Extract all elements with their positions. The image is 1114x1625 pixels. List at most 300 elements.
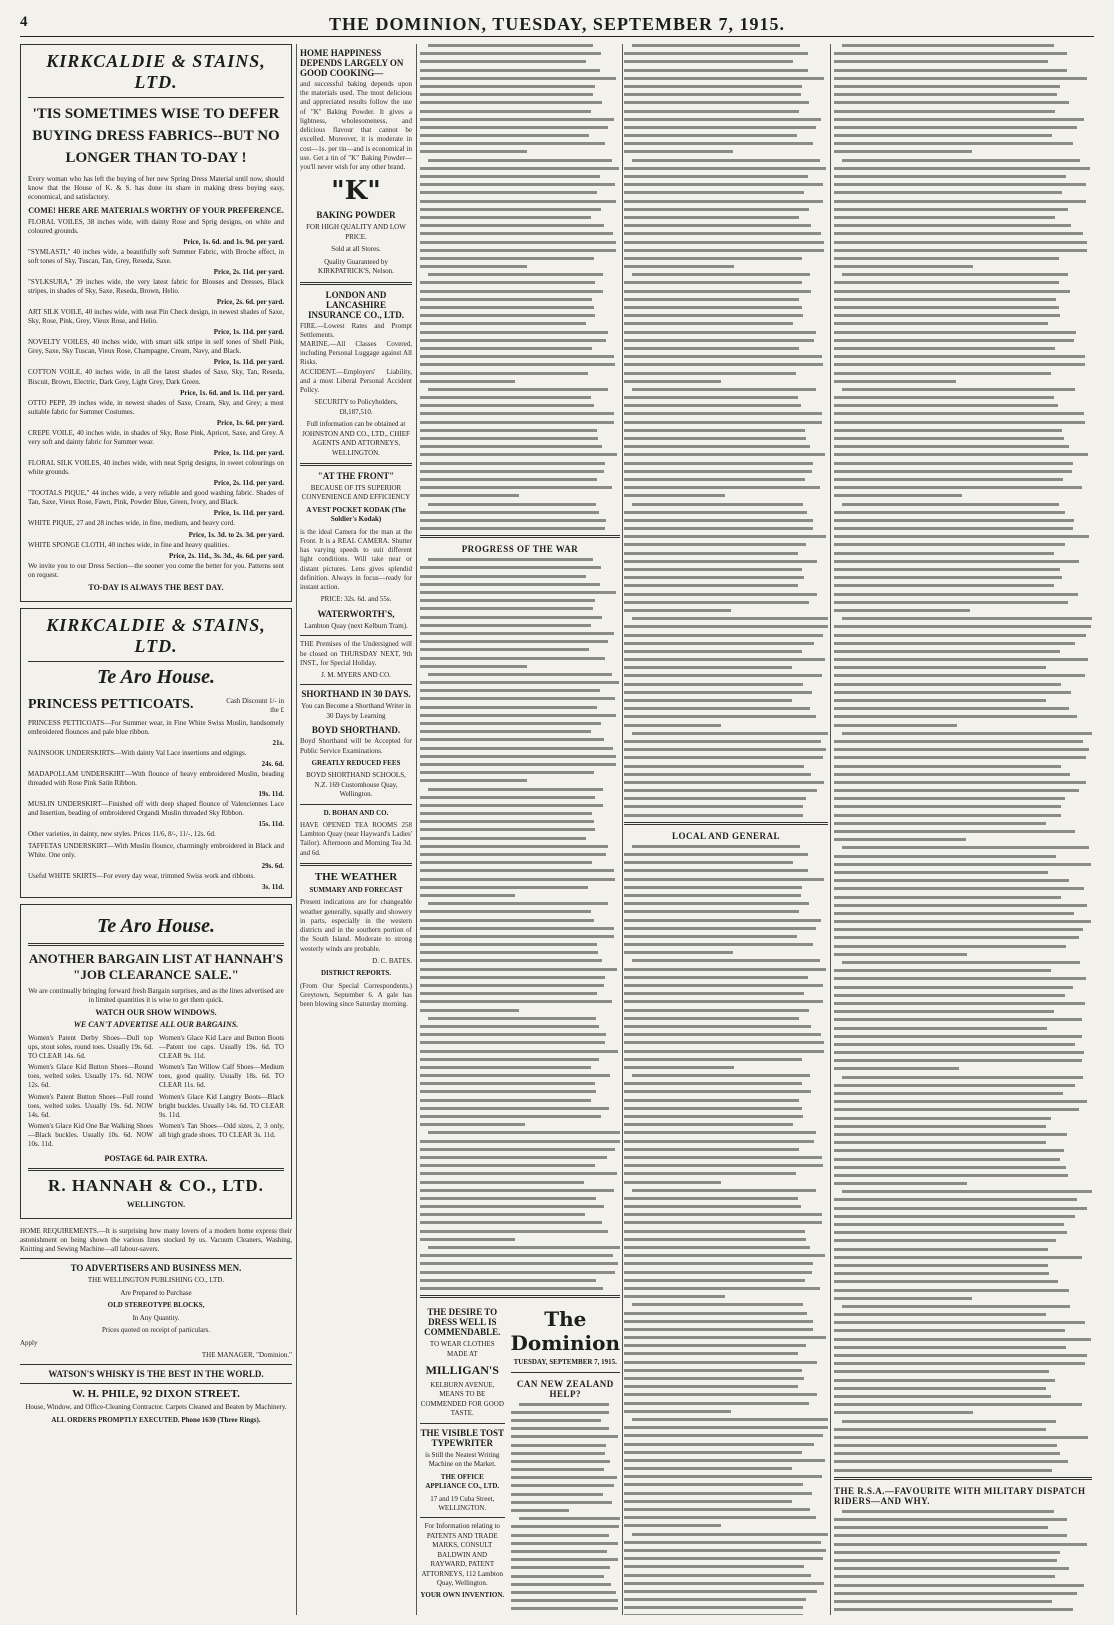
text-line: [420, 771, 594, 774]
text-line: [420, 681, 619, 684]
hannah-bargain-ad: [20, 904, 292, 1219]
text-line: [420, 706, 597, 709]
text-line: [624, 1221, 822, 1224]
text-line: [842, 273, 1068, 276]
text-line: [834, 519, 1074, 522]
text-line: [420, 478, 597, 481]
text-line: [624, 339, 814, 342]
text-line: [834, 527, 1073, 530]
text-line: [420, 943, 597, 946]
text-line: [834, 437, 1064, 440]
cannot-advertise: WE CAN'T ADVERTISE ALL OUR BARGAINS.: [73, 1020, 239, 1029]
item-price: Price, 1s. 6d. per yard.: [216, 418, 284, 427]
ad-banner: 'TIS SOMETIMES WISE TO DEFER BUYING DRESS FABRICS--BUT NO LONGER THAN TO-DAY !: [32, 106, 280, 166]
reduced-fees: GREATLY REDUCED FEES: [311, 758, 401, 767]
text-line: [420, 110, 591, 113]
text-line: [624, 363, 823, 366]
manager: THE MANAGER, "Dominion.": [201, 1351, 292, 1360]
text-line: [834, 584, 1054, 587]
text-line: [834, 830, 1075, 833]
text-line: [624, 1443, 814, 1446]
at-the-front: "AT THE FRONT": [317, 471, 395, 482]
text-line: [624, 691, 812, 694]
milligans: MILLIGAN'S: [425, 1363, 499, 1377]
text-line: [834, 1256, 1082, 1259]
text-line: [624, 322, 793, 325]
text-line: [834, 674, 1085, 677]
masthead: [20, 14, 1094, 37]
text-line: [420, 812, 592, 815]
text-line: [834, 748, 1089, 751]
text-line: [834, 543, 1065, 546]
list-item: MUSLIN UNDERSKIRT—Finished off with deep shaped flounce of Valenciennes Lace and Insertion, beading of embroidered Organdi Muslin threaded Sky Ribbon.: [28, 800, 284, 818]
text-line: [420, 796, 595, 799]
text-line: [834, 715, 1077, 718]
text-line: [420, 1009, 519, 1012]
text-line: [834, 822, 1046, 825]
text-line: [834, 224, 1071, 227]
list-item: Women's Glace Kid Lace and Button Boots—Patent toe caps. Usually 19s. 6d. TO CLEAR 9s. 11d.: [159, 1034, 284, 1061]
text-line: [420, 575, 586, 578]
waterworths: WATERWORTH'S,: [317, 608, 395, 619]
column-rule: [622, 44, 623, 1615]
text-line: [624, 1410, 731, 1413]
text-line: [834, 1027, 1047, 1030]
rsa-heading: THE R.S.A.—FAVOURITE WITH MILITARY DISPATCH RIDERS—AND WHY.: [834, 1485, 1086, 1506]
text-line: [624, 142, 813, 145]
text-line: [420, 1164, 595, 1167]
text-line: [420, 363, 615, 366]
bates: D. C. BATES.: [372, 956, 412, 965]
text-line: [834, 134, 1052, 137]
quantity: In Any Quantity.: [132, 1313, 180, 1322]
text-line: [420, 1287, 603, 1290]
text-line: [632, 44, 800, 47]
text-line: [420, 241, 616, 244]
text-line: [834, 1100, 1087, 1103]
text-line: [420, 591, 616, 594]
text-line: [834, 1035, 1082, 1038]
text-line: [834, 740, 1083, 743]
text-line: [624, 110, 799, 113]
text-line: [624, 992, 804, 995]
home-happiness: HOME HAPPINESS DEPENDS LARGELY ON GOOD COOKING—: [300, 48, 404, 78]
text-line: [834, 1084, 1075, 1087]
text-line: [834, 1379, 1055, 1382]
text-line: [420, 1279, 596, 1282]
list-item: Women's Glace Kid Button Shoes—Round toes, welted soles. Usually 17s. 6d. NOW 12s. 6d.: [28, 1063, 153, 1090]
text-line: [420, 1181, 584, 1184]
text-line: [624, 1090, 811, 1093]
text-line: [624, 593, 817, 596]
text-line: [624, 1541, 821, 1544]
text-line: [624, 601, 809, 604]
item-price: 15s. 11d.: [258, 820, 284, 829]
text-line: [624, 1148, 799, 1151]
text-line: [511, 1468, 605, 1471]
text-line: [834, 1534, 1067, 1537]
security: SECURITY to Policyholders, £8,187,510.: [314, 398, 398, 416]
list-item: Women's Tan Shoes—Odd sizes, 2, 3 only, all high grade shoes. TO CLEAR 3s. 11d.: [159, 1121, 284, 1139]
ad-subheading: COME! HERE ARE MATERIALS WORTHY OF YOUR PREFERENCE.: [28, 205, 284, 215]
text-line: [834, 928, 1083, 931]
text-line: [834, 208, 1068, 211]
text-line: [420, 910, 591, 913]
column-news: [624, 44, 828, 1615]
ad-intro: Every woman who has left the buying of her new Spring Dress Material until now, should know that the House of K. & S. has done its share in making dress buying easy, economical, and satisfactory.: [28, 175, 284, 202]
text-line: [420, 1238, 515, 1241]
text-line: [834, 1182, 967, 1185]
item-price: Price, 1s. 11d. per yard.: [213, 449, 284, 458]
text-line: [834, 1526, 1048, 1529]
kodak: A VEST POCKET KODAK (The Soldier's Kodak): [306, 505, 406, 524]
text-line: [420, 224, 604, 227]
item-price: Price, 2s. 6d. per yard.: [216, 298, 284, 307]
text-line: [834, 1223, 1064, 1226]
text-line: [834, 1321, 1085, 1324]
text-line: [834, 314, 1060, 317]
text-line: [834, 552, 1054, 555]
list-item: CREPE VOILE, 40 inches wide, in shades of Sky, Rose Pink, Apricot, Saxe, and Grey. A very soft and dainty fabric for Summer wear.: [28, 428, 284, 446]
text-line: [624, 150, 733, 153]
text-line: [834, 93, 1057, 96]
text-line: [420, 959, 602, 962]
text-line: [834, 322, 1048, 325]
text-line: [834, 1141, 1046, 1144]
text-line: [624, 412, 822, 415]
text-line: [834, 781, 1086, 784]
text-line: [624, 1524, 721, 1527]
apply: Apply: [20, 1338, 38, 1347]
text-line: [624, 1230, 805, 1233]
text-line: [834, 699, 1046, 702]
text-line: [834, 994, 1065, 997]
text-line: [420, 927, 614, 930]
text-line: [624, 306, 802, 309]
text-line: [632, 732, 828, 735]
boyd-body: Boyd Shorthand will be Accepted for Public Service Examinations.: [300, 737, 412, 755]
text-line: [420, 265, 527, 268]
text-line: [632, 617, 828, 620]
text-line: [834, 126, 1077, 129]
text-line: [420, 1123, 525, 1126]
text-line: [624, 126, 816, 129]
text-line: [834, 339, 1074, 342]
text-line: [420, 93, 593, 96]
marine: MARINE.—All Classes Covered, including Personal Luggage against All Risks.: [300, 340, 412, 367]
text-line: [420, 845, 608, 848]
wear: TO WEAR CLOTHES MADE AT: [429, 1340, 495, 1358]
text-line: [834, 372, 1051, 375]
text-line: [834, 1559, 1057, 1562]
text-line: [834, 1608, 1073, 1611]
text-line: [624, 134, 797, 137]
column-rule: [296, 44, 297, 1615]
text-line: [624, 1009, 809, 1012]
text-line: [842, 1305, 1070, 1308]
text-line: [420, 1271, 615, 1274]
text-line: [420, 665, 527, 668]
item-price: Price, 2s. 11d. per yard.: [213, 267, 284, 276]
list-item: MADAPOLLAM UNDERSKIRT—With flounce of heavy embroidered Muslin, beading threaded with Rose Pink Satin Ribbon.: [28, 770, 284, 788]
text-line: [511, 1411, 610, 1414]
baking-powder: BAKING POWDER: [316, 210, 396, 221]
text-line: [624, 935, 797, 938]
text-line: [834, 1313, 1046, 1316]
text-line: [834, 945, 1066, 948]
fabric-list: [28, 218, 284, 560]
text-line: [624, 281, 802, 284]
text-line: [624, 609, 731, 612]
newspaper-title: THE DOMINION, TUESDAY, SEPTEMBER 7, 1915.: [329, 14, 785, 34]
list-item: TAFFETAS UNDERSKIRT—With Muslin flounce, charmingly embroidered in Black and White. One only.: [28, 841, 284, 859]
text-line: [420, 607, 593, 610]
text-line: [834, 1338, 1091, 1341]
text-line: [420, 624, 591, 627]
text-line: [834, 642, 1075, 645]
text-line: [834, 421, 1085, 424]
list-item: ART SILK VOILE, 40 inches wide, with neat Pin Check design, in newest shades of Saxe, Sky, Rose, Pink, Grey, Vieux Rose, and Helio.: [28, 308, 284, 326]
text-line: [834, 183, 1086, 186]
text-line: [834, 576, 1062, 579]
text-line: [842, 44, 1054, 47]
text-line: [624, 1582, 824, 1585]
text-line: [834, 634, 1086, 637]
ad-invite: We invite you to our Dress Section—the sooner you come the better for you. Patterns sent on request.: [28, 561, 284, 579]
text-line: [420, 191, 597, 194]
text-line: [511, 1542, 618, 1545]
text-line: [624, 85, 802, 88]
text-line: [834, 1567, 1069, 1570]
list-item: PRINCESS PETTICOATS—For Summer wear, in Fine White Swiss Muslin, handsomely embroidered flounces and pale blue ribbon.: [28, 718, 284, 736]
text-line: [624, 1156, 822, 1159]
text-line: [632, 388, 816, 391]
text-line: [624, 486, 820, 489]
text-line: [624, 1565, 804, 1568]
text-line: [624, 715, 816, 718]
text-line: [420, 396, 591, 399]
text-line: [420, 372, 588, 375]
text-line: [624, 208, 809, 211]
column-advertisements: [20, 44, 292, 1615]
text-line: [834, 756, 1086, 759]
text-line: [834, 1239, 1056, 1242]
text-line: [624, 118, 821, 121]
ad-closing: TO-DAY IS ALWAYS THE BEST DAY.: [88, 582, 224, 592]
column-rule: [416, 44, 417, 1615]
text-line: [834, 789, 1079, 792]
text-line: [420, 1058, 599, 1061]
text-line: [624, 584, 798, 587]
text-line: [834, 977, 1086, 980]
shorthand: SHORTHAND IN 30 DAYS.: [301, 689, 411, 700]
text-line: [834, 69, 1067, 72]
text-line: [420, 738, 604, 741]
text-line: [420, 1041, 605, 1044]
text-line: [428, 902, 608, 905]
text-line: [511, 1419, 602, 1422]
shoes-list-right: [159, 1032, 284, 1151]
text-line: [420, 1148, 615, 1151]
text-line: [420, 1140, 620, 1143]
text-line: [834, 765, 1061, 768]
text-line: [624, 519, 813, 522]
cash-discount: Cash Discount 1/- in the £: [226, 696, 284, 714]
petticoats-title: PRINCESS PETTICOATS.: [28, 696, 194, 712]
text-line: [834, 1166, 1066, 1169]
text-line: [624, 976, 808, 979]
text-line: [632, 1533, 828, 1536]
text-line: [834, 1289, 1069, 1292]
text-line: [420, 714, 616, 717]
text-line: [420, 1115, 601, 1118]
text-line: [624, 943, 813, 946]
text-line: [834, 1198, 1077, 1201]
watch-windows: WATCH OUR SHOW WINDOWS.: [95, 1008, 217, 1017]
text-line: [420, 118, 614, 121]
text-line: [420, 984, 604, 987]
text-line: [842, 1510, 1054, 1513]
text-line: [420, 648, 589, 651]
text-line: [624, 748, 826, 751]
text-line: [420, 445, 602, 448]
text-line: [624, 666, 792, 669]
text-line: [624, 1369, 802, 1372]
text-line: [834, 216, 1055, 219]
text-line: [420, 1213, 585, 1216]
text-line: [624, 707, 810, 710]
text-line: [420, 200, 616, 203]
text-line: [624, 642, 814, 645]
text-line: [834, 249, 1087, 252]
text-line: [511, 1493, 604, 1496]
text-line: [624, 1598, 806, 1601]
text-line: [624, 1279, 805, 1282]
list-item: Other varieties, in dainty, new styles. Prices 11/6, 8/-, 11/-, 12s. 6d.: [28, 830, 216, 839]
list-item: OTTO PEPP, 39 inches wide, in newest shades of Saxe, Cream, Sky, and Grey; a most suitable fabric for Summer Costumes.: [28, 398, 284, 416]
text-line: [834, 290, 1070, 293]
text-line: [624, 1352, 798, 1355]
text-line: [624, 1459, 825, 1462]
weather-title: THE WEATHER: [314, 870, 398, 883]
text-line: [511, 1550, 608, 1553]
text-line: [834, 363, 1085, 366]
text-line: [420, 919, 594, 922]
text-line: [834, 1346, 1066, 1349]
item-price: 3s. 11d.: [262, 882, 284, 891]
text-line: [511, 1558, 618, 1561]
text-line: [834, 560, 1079, 563]
item-price: 24s. 6d.: [261, 760, 284, 769]
text-line: [624, 1213, 822, 1216]
text-line: [624, 1115, 803, 1118]
text-line: [624, 1123, 793, 1126]
text-line: [624, 1475, 822, 1478]
text-line: [420, 511, 599, 514]
forecast: Present indications are for changeable weather generally, squally and showery in parts, especially in the western districts and in the southern portion of the South Island. Moderate to strong westerly winds are probable.: [300, 898, 412, 953]
text-line: [624, 183, 823, 186]
orders: ALL ORDERS PROMPTLY EXECUTED. Phone 1630 (Three Rings).: [51, 1415, 261, 1424]
text-line: [511, 1607, 618, 1610]
list-item: FLORAL SILK VOILES, 40 inches wide, with neat Sprig designs, in sweet colourings on white grounds.: [28, 459, 284, 477]
text-line: [834, 1174, 1068, 1177]
text-line: [834, 1428, 1046, 1431]
invention: YOUR OWN INVENTION.: [420, 1591, 505, 1600]
text-line: [624, 200, 823, 203]
text-line: [624, 257, 802, 260]
text-line: [420, 697, 615, 700]
ad-heading: KIRKCALDIE & STAINS, LTD.: [46, 614, 266, 656]
lambton: Lambton Quay (next Kelburn Tram).: [304, 621, 408, 630]
text-line: [420, 640, 608, 643]
text-line: [624, 453, 825, 456]
text-line: [420, 976, 605, 979]
text-line: [834, 707, 1069, 710]
text-line: [420, 730, 591, 733]
text-line: [624, 216, 799, 219]
text-line: [624, 634, 823, 637]
text-line: [624, 773, 811, 776]
text-line: [834, 1272, 1049, 1275]
text-line: [632, 1074, 810, 1077]
text-line: [834, 1059, 1082, 1062]
text-line: [420, 339, 606, 342]
text-line: [834, 1043, 1075, 1046]
text-line: [834, 118, 1084, 121]
text-line: [834, 1280, 1058, 1283]
text-line: [624, 1238, 806, 1241]
text-line: [834, 265, 973, 268]
text-line: [420, 421, 614, 424]
text-line: [420, 583, 600, 586]
text-line: [624, 1361, 817, 1364]
text-line: [624, 878, 824, 881]
text-line: [834, 1460, 1068, 1463]
text-line: [842, 732, 1092, 735]
text-line: [420, 355, 614, 358]
help-text: [511, 1403, 620, 1615]
text-line: [428, 558, 593, 561]
text-line: [834, 453, 1088, 456]
text-line: [624, 355, 822, 358]
text-line: [834, 257, 1059, 260]
text-line: [624, 894, 801, 897]
text-line: [834, 1248, 1048, 1251]
text-line: [428, 1131, 620, 1134]
text-line: [624, 167, 826, 170]
text-line: [834, 797, 1065, 800]
text-line: [420, 85, 595, 88]
text-line: [428, 388, 608, 391]
text-line: [842, 846, 1089, 849]
text-line: [420, 429, 597, 432]
text-line: [420, 1172, 617, 1175]
list-item: Useful WHITE SKIRTS—For every day wear, trimmed Swiss work and ribbons.: [28, 871, 256, 880]
text-line: [624, 1549, 826, 1552]
text-line: [834, 650, 1060, 653]
text-line: [519, 1517, 620, 1520]
prepared: Are Prepared to Purchase: [120, 1288, 192, 1297]
home-body: and successful baking depends upon the materials used. The most delicious and appreciated results follow the use of "K" Baking Powder. It gives a lightness, wholesomeness, and delicious flavour that cannot be excelled. Moreover, it is moderate in cost—1s. per tin—and is economical in use. Get a tin of "K" Baking Powder—you'll never wish for any other brand.: [300, 80, 412, 172]
text-line: [624, 494, 725, 497]
text-line: [624, 1483, 803, 1486]
text-line: [420, 935, 614, 938]
text-line: [624, 1181, 721, 1184]
text-line: [624, 265, 734, 268]
text-line: [624, 1336, 826, 1339]
text-line: [834, 445, 1069, 448]
text-line: [632, 273, 810, 276]
